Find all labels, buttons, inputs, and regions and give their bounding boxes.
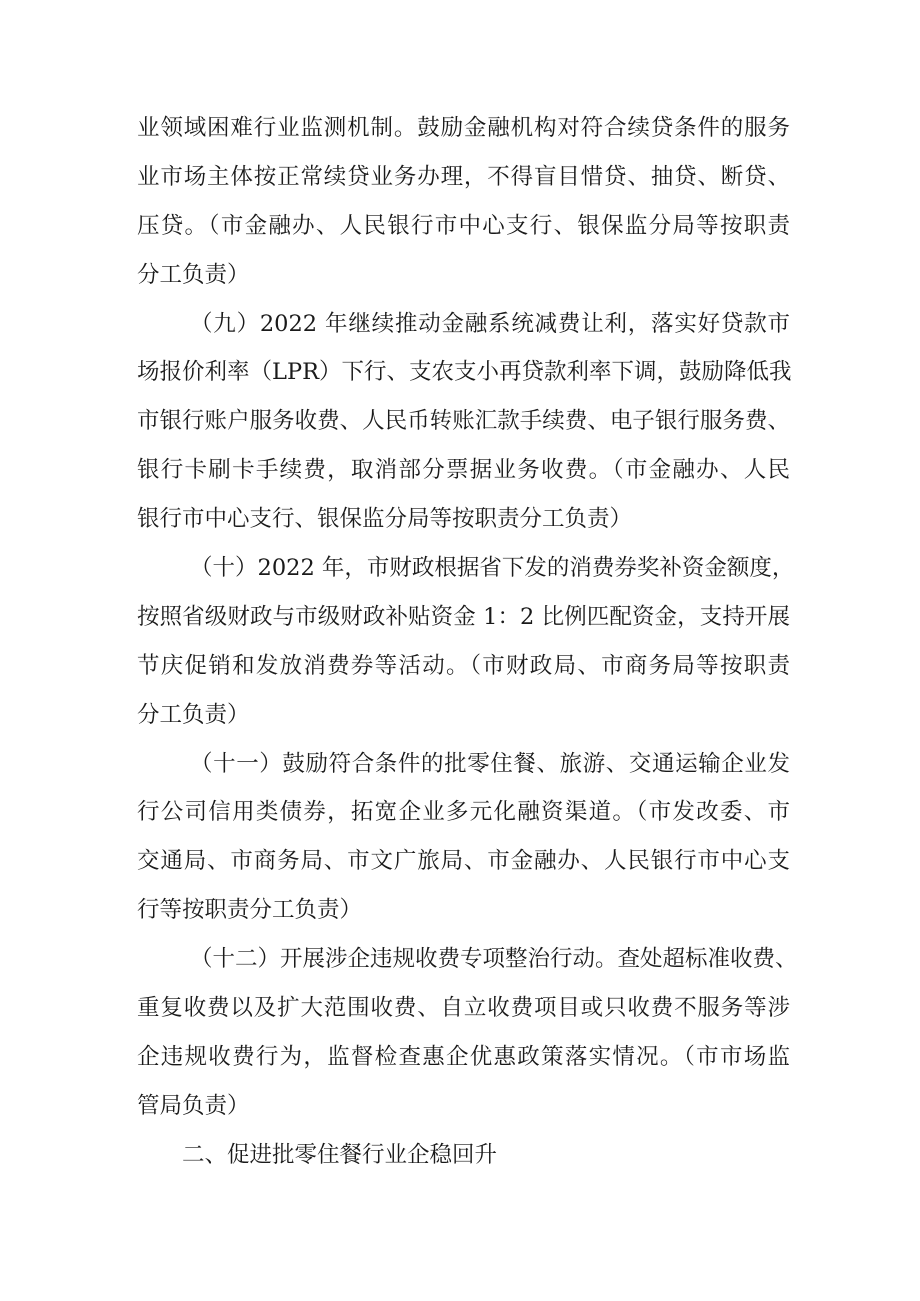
text-line: 交通局、市商务局、市文广旅局、市金融办、人民银行市中心支	[137, 848, 790, 875]
document-body	[0, 104, 920, 1180]
text-line: 企违规收费行为，监督检查惠企优惠政策落实情况。（市市场监	[137, 1043, 790, 1070]
text-line: 按照省级财政与市级财政补贴资金 1：2 比例匹配资金，支持开展	[137, 603, 790, 630]
paragraph-item-10	[0, 544, 920, 740]
paragraph-item-12	[0, 935, 920, 1131]
text-line: 管局负责）	[137, 1092, 250, 1119]
text-line: 银行卡刷卡手续费，取消部分票据业务收费。（市金融办、人民	[137, 457, 790, 484]
text-line: 分工负责）	[137, 701, 250, 728]
text-line: 压贷。（市金融办、人民银行市中心支行、银保监分局等按职责	[137, 212, 790, 239]
text-line: 业领域困难行业监测机制。鼓励金融机构对符合续贷条件的服务	[137, 115, 790, 141]
text-line: （十）2022 年，市财政根据省下发的消费券奖补资金额度，	[190, 555, 795, 582]
paragraph-credit-continuation	[0, 104, 920, 300]
text-line: 节庆促销和发放消费券等活动。（市财政局、市商务局等按职责	[137, 652, 790, 679]
text-line: （九）2022 年继续推动金融系统减费让利，落实好贷款市	[190, 310, 790, 337]
text-line: 行等按职责分工负责）	[137, 897, 363, 924]
text-line: 业市场主体按正常续贷业务办理，不得盲目惜贷、抽贷、断贷、	[137, 163, 790, 190]
text-line: 市银行账户服务收费、人民币转账汇款手续费、电子银行服务费、	[137, 408, 790, 435]
text-line: 行公司信用类债券，拓宽企业多元化融资渠道。（市发改委、市	[137, 799, 790, 826]
text-line: （十二）开展涉企违规收费专项整治行动。查处超标准收费、	[190, 946, 798, 973]
section-heading: 二、促进批零住餐行业企稳回升	[182, 1141, 498, 1168]
text-line: 银行市中心支行、银保监分局等按职责分工负责）	[137, 506, 633, 533]
text-line: （十一）鼓励符合条件的批零住餐、旅游、交通运输企业发	[190, 750, 790, 777]
text-line: 重复收费以及扩大范围收费、自立收费项目或只收费不服务等涉	[137, 995, 790, 1022]
text-line: 分工负责）	[137, 261, 250, 288]
paragraph-item-11	[0, 740, 920, 936]
text-line: 场报价利率（LPR）下行、支农支小再贷款利率下调，鼓励降低我	[137, 359, 792, 386]
paragraph-item-9	[0, 300, 920, 544]
